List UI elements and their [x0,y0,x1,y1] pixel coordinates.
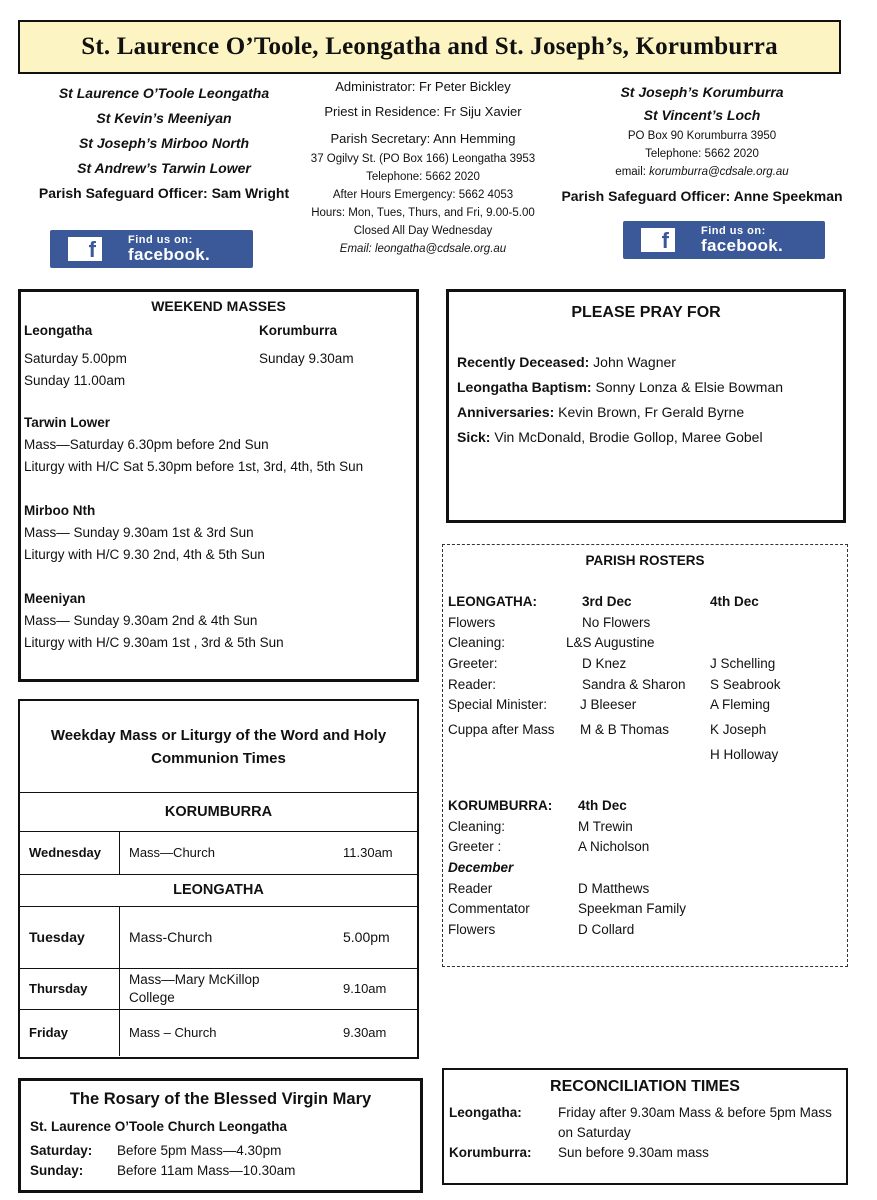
prayer-item [457,375,842,400]
facebook-line2: facebook. [701,236,784,255]
roster-role: Reader: [448,676,497,692]
mass-time: Mass— Sunday 9.30am 2nd & 4th Sun [24,613,258,628]
office-hours: Hours: Mon, Tues, Thurs, and Fri, 9.00-5.00 [311,207,535,219]
prayer-label: Sick: [457,429,491,445]
roster-row [448,695,843,716]
roster-row [448,654,843,675]
left-header [20,81,308,205]
roster-role: Cleaning: [448,818,506,834]
prayer-item [457,350,842,375]
prayer-item [457,400,842,425]
parish-rosters-title: PARISH ROSTERS [585,553,705,568]
roster-row [448,899,843,920]
roster-person: S Seabrook [710,676,781,692]
weekday-service: Mass – Church [129,1025,217,1040]
weekday-row [20,1009,417,1056]
korumburra-email[interactable]: korumburra@cdsale.org.au [649,166,789,178]
parish-name: Korumburra [259,323,338,338]
reconciliation-place: Leongatha: [449,1105,522,1120]
mass-time: Saturday 5.00pm [24,351,127,366]
korumburra-roster [448,796,843,941]
weekday-title: Weekday Mass or Liturgy of the Word and Holy Communion Times [20,701,417,793]
roster-person: H Holloway [710,746,779,762]
weekday-mass-box [18,699,419,1059]
prayer-label: Leongatha Baptism: [457,379,592,395]
roster-row [448,879,843,900]
priest-in-residence: Priest in Residence: Fr Siju Xavier [324,104,522,119]
administrator: Administrator: Fr Peter Bickley [335,79,511,94]
reconciliation-time: Sun before 9.30am mass [558,1145,709,1160]
roster-month [448,858,843,879]
weekday-time: 9.10am [343,981,387,996]
weekday-row [20,831,417,875]
weekday-time: 5.00pm [343,929,390,945]
roster-row [448,613,843,634]
roster-header [448,796,843,817]
parish-secretary: Parish Secretary: Ann Hemming [330,131,516,146]
roster-role: Cuppa after Mass [448,722,555,738]
roster-heading: LEONGATHA: [448,594,537,609]
prayer-names: Vin McDonald, Brodie Gollop, Maree Gobel [490,429,763,445]
rosary-time: Before 5pm Mass—4.30pm [117,1143,282,1158]
roster-row [448,633,843,654]
facebook-line1: Find us on: [128,234,193,246]
weekday-service: Mass-Church [129,929,213,945]
email-label: email: [615,166,650,178]
roster-person: M Trewin [578,818,633,834]
roster-role: Flowers [448,614,496,630]
facebook-button-left[interactable] [50,230,253,268]
facebook-f-icon: f [641,228,675,252]
parish-address: 37 Ogilvy St. (PO Box 166) Leongatha 3953 [310,153,536,165]
mass-time: Mass— Sunday 9.30am 1st & 3rd Sun [24,525,254,540]
roster-role: Greeter : [448,839,502,855]
rosary-times [30,1141,410,1181]
reconciliation-place: Korumburra: [449,1145,532,1160]
rosary-time: Before 11am Mass—10.30am [117,1163,296,1178]
roster-person: J Bleeser [580,697,637,713]
facebook-line2: facebook. [128,245,211,264]
roster-person: Speekman Family [578,901,687,917]
rosary-row [30,1161,410,1181]
rosary-row [30,1141,410,1161]
facebook-f-icon: f [68,237,102,261]
email-line [552,163,852,181]
roster-person: No Flowers [582,614,651,630]
closed-note: Closed All Day Wednesday [353,225,493,237]
roster-row [448,720,843,741]
roster-row [448,920,843,941]
roster-date: 4th Dec [578,798,627,813]
korumburra-masses [259,320,409,370]
po-box: PO Box 90 Korumburra 3950 [627,130,777,142]
leongatha-roster [448,592,843,766]
weekday-service: Mass—Mary McKillop College [129,971,260,1005]
korumburra-heading: KORUMBURRA [20,793,417,832]
safeguard-officer: Parish Safeguard Officer: Anne Speekman [561,188,843,204]
facebook-line1: Find us on: [701,225,766,237]
reconciliation-list [449,1103,844,1163]
church-name: St Joseph’s Korumburra [620,84,784,100]
weekday-day: Thursday [20,968,120,1009]
roster-person: D Collard [578,922,635,938]
parish-title: St. Laurence O’Toole, Leongatha and St. Joseph’s, Korumburra [81,33,778,60]
reconciliation-title: RECONCILIATION TIMES [550,1078,740,1095]
weekday-row [20,906,417,969]
weekday-row [20,968,417,1010]
please-pray-box [446,289,846,523]
reconciliation-box [442,1068,848,1185]
rosary-box [18,1078,423,1193]
mass-time: Liturgy with H/C 9.30 2nd, 4th & 5th Sun [24,547,265,562]
parish-name: Mirboo Nth [24,503,96,518]
facebook-button-right[interactable] [623,221,825,259]
prayer-label: Recently Deceased: [457,354,590,370]
mass-time: Sunday 9.30am [259,351,354,366]
reconciliation-time: Friday after 9.30am Mass & before 5pm Mass on Saturday [558,1105,832,1140]
weekday-day: Wednesday [20,831,120,874]
church-name: St Andrew’s Tarwin Lower [77,160,251,176]
middle-header [296,76,550,258]
weekday-day: Tuesday [20,906,120,968]
roster-person: Sandra & Sharon [582,676,686,692]
church-name: St Vincent’s Loch [643,107,761,123]
weekend-masses-title: WEEKEND MASSES [151,298,286,314]
rosary-day: Saturday: [30,1143,93,1158]
weekday-service: Mass—Church [129,845,215,860]
roster-row [448,675,843,696]
reconciliation-row [449,1143,844,1163]
safeguard-officer: Parish Safeguard Officer: Sam Wright [38,185,290,201]
telephone: Telephone: 5662 2020 [366,171,480,183]
mass-time: Sunday 11.00am [24,373,126,388]
roster-date: 4th Dec [710,594,759,609]
mass-time: Liturgy with H/C Sat 5.30pm before 1st, 3rd, 4th, 5th Sun [24,459,364,474]
roster-person: A Fleming [710,697,771,713]
leongatha-masses [24,320,254,392]
mass-time: Mass—Saturday 6.30pm before 2nd Sun [24,437,269,452]
roster-person: K Joseph [710,722,767,738]
right-header [552,81,852,211]
other-masses [24,412,409,654]
after-hours-emergency: After Hours Emergency: 5662 4053 [332,189,514,201]
weekday-day: Friday [20,1009,120,1056]
roster-header [448,592,843,613]
weekend-masses-box [18,289,419,682]
roster-person: D Knez [582,656,627,672]
church-name: St Laurence O’Toole Leongatha [58,85,270,101]
leongatha-heading: LEONGATHA [20,874,417,907]
roster-month-label: December [448,860,514,876]
roster-person: D Matthews [578,880,650,896]
prayer-names: Sonny Lonza & Elsie Bowman [591,379,784,395]
rosary-day: Sunday: [30,1163,84,1178]
weekday-time: 9.30am [343,1025,387,1040]
reconciliation-row [449,1103,844,1143]
telephone: Telephone: 5662 2020 [645,148,759,160]
roster-role: Flowers [448,922,496,938]
roster-role: Cleaning: [448,635,506,651]
roster-heading: KORUMBURRA: [448,798,553,813]
parish-name: Meeniyan [24,591,86,606]
prayer-names: John Wagner [589,354,676,370]
please-pray-title: PLEASE PRAY FOR [571,304,721,321]
roster-role: Reader [448,880,493,896]
roster-role: Commentator [448,901,530,917]
roster-row [448,745,843,766]
prayer-names: Kevin Brown, Fr Gerald Byrne [554,404,745,420]
mass-time: Liturgy with H/C 9.30am 1st , 3rd & 5th Sun [24,635,284,650]
roster-person: J Schelling [710,656,776,672]
roster-row [448,817,843,838]
roster-person: L&S Augustine [566,635,655,651]
weekday-time: 11.30am [343,845,393,860]
parish-banner [18,20,841,74]
roster-person: A Nicholson [578,839,650,855]
roster-role: Greeter: [448,656,498,672]
rosary-church: St. Laurence O’Toole Church Leongatha [30,1119,288,1134]
prayer-item [457,425,842,450]
roster-person: M & B Thomas [580,722,670,738]
prayer-label: Anniversaries: [457,404,555,420]
parish-rosters-box [442,544,848,967]
parish-email[interactable]: Email: leongatha@cdsale.org.au [339,243,507,255]
roster-role: Special Minister: [448,697,548,713]
church-name: St Joseph’s Mirboo North [78,135,250,151]
church-name: St Kevin’s Meeniyan [96,110,232,126]
parish-name: Tarwin Lower [24,415,111,430]
roster-row [448,837,843,858]
roster-date: 3rd Dec [582,594,632,609]
parish-name: Leongatha [24,323,93,338]
rosary-title: The Rosary of the Blessed Virgin Mary [69,1090,372,1108]
prayer-list [457,350,842,450]
